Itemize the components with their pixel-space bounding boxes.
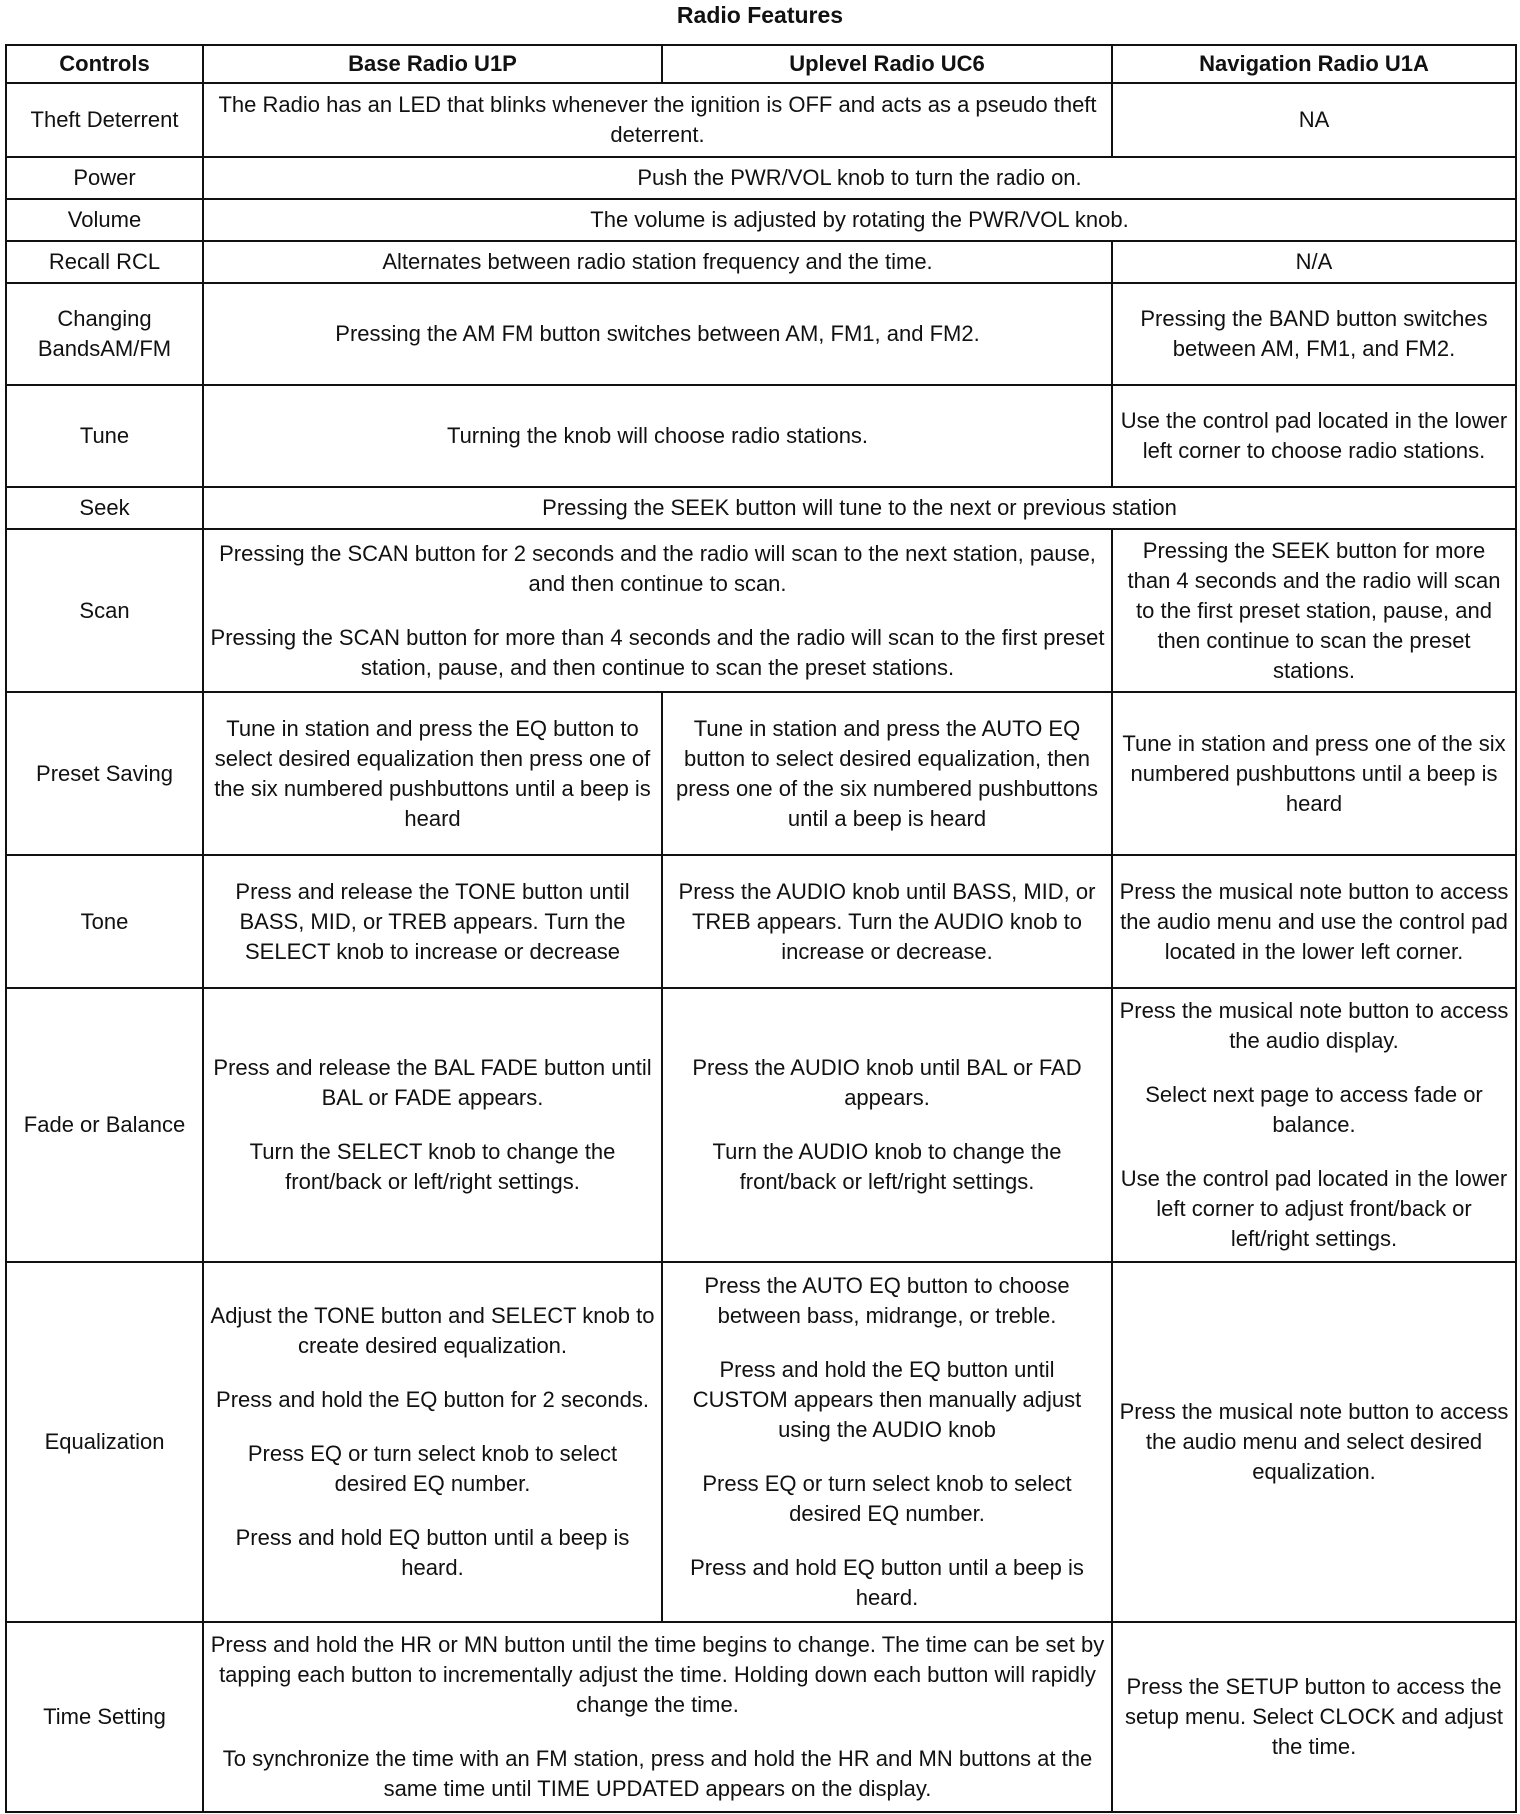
cell-text: Press and hold EQ button until a beep is heard. [690, 1555, 1084, 1610]
control-label: Volume [6, 199, 203, 241]
row-volume [6, 199, 1516, 241]
cell-text: Select next page to access fade or balance. [1145, 1082, 1483, 1137]
all-radios-cell [203, 199, 1516, 241]
row-power [6, 157, 1516, 199]
navigation-cell [1112, 385, 1516, 487]
base-uplevel-cell [203, 241, 1112, 283]
cell-text: The volume is adjusted by rotating the PWR/VOL knob. [590, 207, 1129, 232]
navigation-cell [1112, 529, 1516, 692]
base-uplevel-cell [203, 1622, 1112, 1812]
cell-text: Press the musical note button to access the audio menu and select desired equalization. [1119, 1399, 1509, 1484]
row-changing-bands [6, 283, 1516, 385]
cell-text: Pressing the BAND button switches between AM, FM1, and FM2. [1140, 306, 1488, 361]
base-cell [203, 692, 662, 855]
cell-text: Push the PWR/VOL knob to turn the radio on. [637, 165, 1082, 190]
row-recall [6, 241, 1516, 283]
navigation-cell [1112, 241, 1516, 283]
base-uplevel-cell [203, 385, 1112, 487]
page-title: Radio Features [676, 2, 844, 28]
cell-text: The Radio has an LED that blinks whenever the ignition is OFF and acts as a pseudo theft deterrent. [218, 92, 1097, 147]
cell-text: Press and release the TONE button until BASS, MID, or TREB appears. Turn the SELECT knob to increase or decrease [235, 878, 630, 964]
row-tune [6, 385, 1516, 487]
control-label: Equalization [6, 1262, 203, 1622]
cell-text: Press and release the BAL FADE button until BAL or FADE appears. [213, 1055, 652, 1110]
navigation-cell [1112, 1262, 1516, 1622]
cell-text: Press EQ or turn select knob to select desired EQ number. [247, 1441, 618, 1496]
cell-text: Tune in station and press the EQ button to select desired equalization then press one of the six numbered pushbuttons until a beep is heard [214, 715, 651, 831]
all-radios-cell [203, 157, 1516, 199]
cell-text: Use the control pad located in the lower left corner to adjust front/back or left/right settings. [1120, 1166, 1508, 1251]
cell-text: Press and hold the EQ button for 2 seconds. [216, 1387, 649, 1412]
cell-text: Press the musical note button to access the audio menu and use the control pad located in the lower left corner. [1119, 878, 1509, 964]
cell-text: Turn the SELECT knob to change the front/back or left/right settings. [249, 1139, 616, 1194]
row-tone [6, 855, 1516, 988]
header-base-radio: Base Radio U1P [203, 45, 662, 83]
row-preset-saving [6, 692, 1516, 855]
control-label: Seek [6, 487, 203, 529]
header-navigation-radio: Navigation Radio U1A [1112, 45, 1516, 83]
cell-text: Adjust the TONE button and SELECT knob to create desired equalization. [210, 1303, 655, 1358]
cell-text: Press and hold the HR or MN button until the time begins to change. The time can be set by tapping each button to incrementally adjust the time. Holding down each button will rapidly change the time. [210, 1632, 1105, 1717]
control-label: Preset Saving [6, 692, 203, 855]
cell-text: Press the SETUP button to access the setup menu. Select CLOCK and adjust the time. [1125, 1674, 1503, 1759]
cell-text: N/A [1295, 249, 1333, 274]
control-label: Changing BandsAM/FM [6, 283, 203, 385]
row-scan [6, 529, 1516, 692]
navigation-cell [1112, 988, 1516, 1262]
navigation-cell [1112, 283, 1516, 385]
uplevel-cell [662, 988, 1112, 1262]
row-seek [6, 487, 1516, 529]
base-cell [203, 1262, 662, 1622]
control-label: Power [6, 157, 203, 199]
radio-features-table [5, 44, 1517, 1813]
control-label: Tune [6, 385, 203, 487]
uplevel-cell [662, 1262, 1112, 1622]
cell-text: Use the control pad located in the lower left corner to choose radio stations. [1120, 408, 1508, 463]
row-fade-balance [6, 988, 1516, 1262]
control-label: Fade or Balance [6, 988, 203, 1262]
cell-text: Press the AUTO EQ button to choose between bass, midrange, or treble. [704, 1273, 1070, 1328]
uplevel-cell [662, 855, 1112, 988]
cell-text: Press and hold EQ button until a beep is heard. [235, 1525, 630, 1580]
cell-text: Press the AUDIO knob until BAL or FAD appears. [692, 1055, 1082, 1110]
cell-text: Alternates between radio station frequency and the time. [382, 249, 933, 274]
navigation-cell [1112, 855, 1516, 988]
navigation-cell [1112, 1622, 1516, 1812]
navigation-cell [1112, 692, 1516, 855]
control-label: Scan [6, 529, 203, 692]
navigation-cell [1112, 83, 1516, 157]
cell-text: To synchronize the time with an FM station, press and hold the HR and MN buttons at the same time until TIME UPDATED appears on the display. [222, 1746, 1093, 1801]
cell-text: Press the AUDIO knob until BASS, MID, or TREB appears. Turn the AUDIO knob to increase or decrease. [678, 878, 1096, 964]
cell-text: NA [1298, 107, 1330, 132]
cell-text: Pressing the SCAN button for 2 seconds and the radio will scan to the next station, pause, and then continue to scan. [219, 540, 1096, 596]
header-controls: Controls [6, 45, 203, 83]
base-uplevel-cell [203, 83, 1112, 157]
row-equalization [6, 1262, 1516, 1622]
base-cell [203, 855, 662, 988]
base-cell [203, 988, 662, 1262]
control-label: Tone [6, 855, 203, 988]
row-theft-deterrent [6, 83, 1516, 157]
cell-text: Pressing the SEEK button will tune to the next or previous station [542, 495, 1177, 520]
cell-text: Press EQ or turn select knob to select desired EQ number. [702, 1471, 1072, 1526]
cell-text: Press the musical note button to access the audio display. [1119, 998, 1509, 1053]
all-radios-cell [203, 487, 1516, 529]
cell-text: Turning the knob will choose radio stations. [446, 423, 869, 448]
cell-text: Pressing the SEEK button for more than 4 seconds and the radio will scan to the first preset station, pause, and then continue to scan the preset stations. [1127, 537, 1501, 683]
cell-text: Pressing the SCAN button for more than 4 seconds and the radio will scan to the first preset station, pause, and then continue to scan the preset stations. [210, 624, 1105, 680]
cell-text: Press and hold the EQ button until CUSTOM appears then manually adjust using the AUDIO knob [692, 1357, 1082, 1442]
row-time-setting [6, 1622, 1516, 1812]
cell-text: Turn the AUDIO knob to change the front/back or left/right settings. [712, 1139, 1062, 1194]
header-row [6, 45, 1516, 83]
control-label: Theft Deterrent [6, 83, 203, 157]
cell-text: Tune in station and press the AUTO EQ button to select desired equalization, then press one of the six numbered pushbuttons until a beep is heard [676, 715, 1098, 831]
header-uplevel-radio: Uplevel Radio UC6 [662, 45, 1112, 83]
control-label: Recall RCL [6, 241, 203, 283]
base-uplevel-cell [203, 283, 1112, 385]
base-uplevel-cell [203, 529, 1112, 692]
cell-text: Pressing the AM FM button switches between AM, FM1, and FM2. [335, 321, 980, 346]
cell-text: Tune in station and press one of the six numbered pushbuttons until a beep is heard [1122, 730, 1506, 816]
control-label: Time Setting [6, 1622, 203, 1812]
uplevel-cell [662, 692, 1112, 855]
